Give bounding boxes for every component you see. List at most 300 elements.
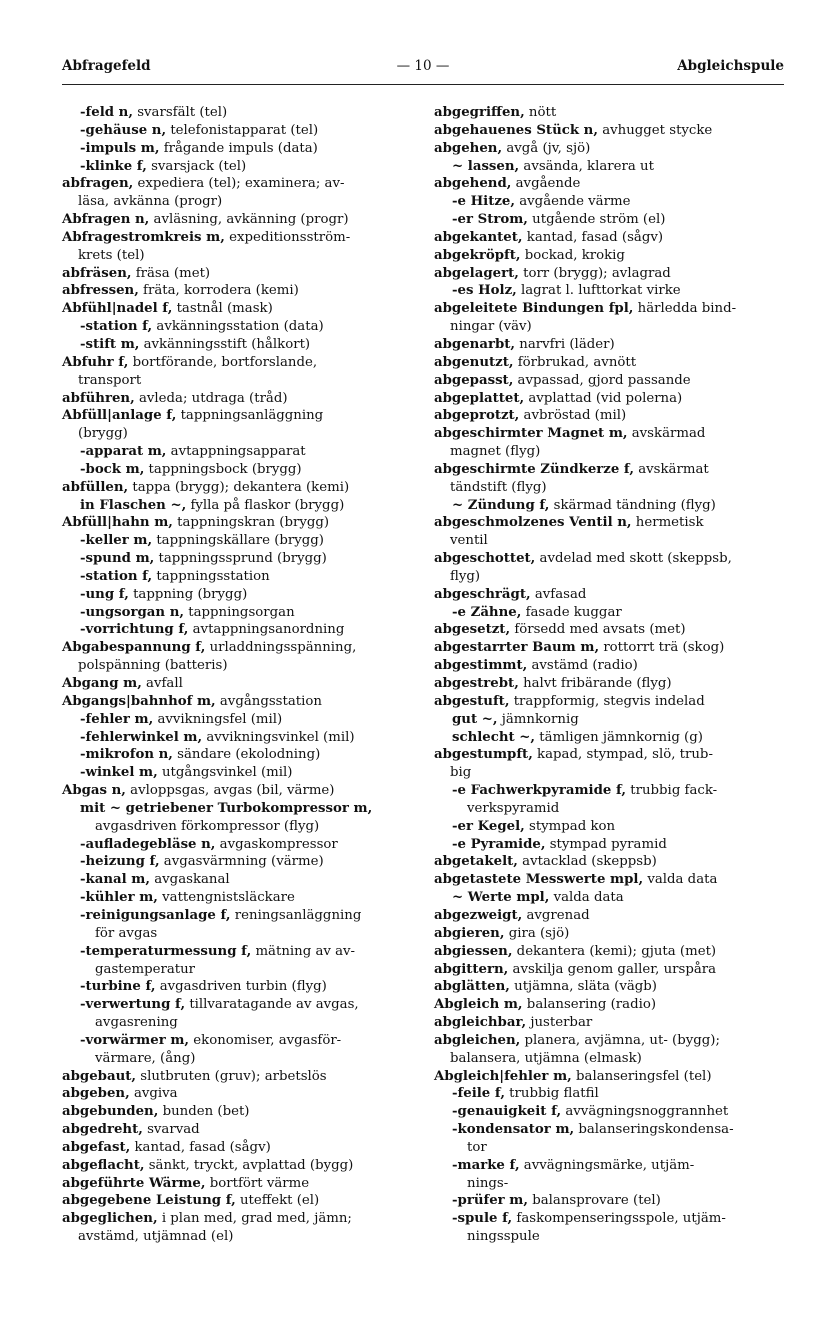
dictionary-entry [434,675,786,693]
dictionary-entry [62,746,414,764]
entry-definition: kantad, fasad (sågv) [130,1139,271,1155]
entry-definition: vattengnistsläckare [157,890,295,906]
dictionary-entry [62,639,414,675]
entry-definition: (brygg) [78,426,128,442]
entry-definition: avgångsstation [215,693,322,709]
dictionary-entry [62,354,414,390]
entry-headword: abgleichbar, [434,1015,527,1031]
dictionary-entry [62,443,414,461]
entry-definition: stympad kon [524,818,616,834]
entry-definition: valda data [643,872,718,888]
entry-headword: -genauigkeit f, [452,1104,562,1120]
entry-headword: abgebunden, [62,1104,159,1120]
dictionary-entry [434,336,786,354]
entry-headword: gut ~, [452,711,498,727]
entry-headword: Abfüll|anlage f, [62,408,177,424]
entry-definition: magnet (flyg) [450,444,541,460]
entry-headword: abgeschrägt, [434,586,531,602]
entry-definition: tappa (brygg); dekantera (kemi) [128,479,350,495]
entry-definition: nings- [467,1175,509,1191]
entry-definition: avgaskanal [150,872,230,888]
entry-definition: svarsjack (tel) [146,158,247,174]
dictionary-entry [434,193,786,211]
entry-headword: Abgleich m, [434,997,523,1013]
entry-headword: Abfragestromkreis m, [62,229,225,245]
entry-definition: fräta, korrodera (kemi) [138,283,299,299]
entry-headword: abgebaut, [62,1068,137,1084]
dictionary-entry [434,871,786,889]
entry-headword: abgehend, [434,176,512,192]
entry-definition: avhugget stycke [597,122,713,138]
entry-definition: avkänningsstift (hålkort) [139,336,311,352]
entry-headword: abgieren, [434,925,505,941]
entry-headword: abgeschmolzenes Ventil n, [434,515,632,531]
dictionary-entry [62,978,414,996]
dictionary-entry [434,889,786,907]
entry-headword: abgezweigt, [434,907,523,923]
entry-headword: abfressen, [62,283,139,299]
dictionary-entry [62,318,414,336]
entry-headword: ~ lassen, [452,158,520,174]
dictionary-entry [434,211,786,229]
dictionary-entry [62,1068,414,1086]
dictionary-entry [434,1103,786,1121]
entry-definition: tändstift (flyg) [450,479,547,495]
dictionary-entry [434,639,786,657]
dictionary-entry [434,1192,786,1210]
dictionary-entry [434,229,786,247]
entry-definition: avdelad med skott (skeppsb, [535,551,732,567]
entry-headword: abgeführte Wärme, [62,1175,206,1191]
entry-headword: abgehauenes Stück n, [434,122,598,138]
entry-headword: -kanal m, [80,872,151,888]
entry-definition: avfasad [530,586,587,602]
entry-headword: abgestuft, [434,693,510,709]
entry-headword: -feile f, [452,1086,505,1102]
dictionary-entry [434,1032,786,1068]
entry-definition: avvägningsmärke, utjäm- [519,1157,695,1173]
entry-definition: avvikningsvinkel (mil) [202,729,355,745]
entry-headword: -ungsorgan n, [80,604,185,620]
entry-headword: Abgang m, [62,676,142,691]
dictionary-entry [62,889,414,907]
dictionary-entry [434,1157,786,1193]
dictionary-entry [434,1210,786,1246]
dictionary-entry [62,497,414,515]
dictionary-entry [62,122,414,140]
dictionary-entry [434,996,786,1014]
entry-definition: ningsspule [467,1229,540,1245]
entry-definition: urladdningsspänning, [205,640,357,656]
entry-headword: abgestimmt, [434,658,528,674]
entry-definition: valda data [549,890,624,906]
dictionary-entry [62,1157,414,1175]
entry-definition: krets (tel) [78,247,145,263]
entry-definition: reningsanläggning [230,907,362,923]
dictionary-entry [62,729,414,747]
dictionary-entry [62,1192,414,1210]
entry-headword: abgetastete Messwerte mpl, [434,872,644,888]
entry-headword: abgeglichen, [62,1211,158,1227]
dictionary-entry [62,693,414,711]
dictionary-entry [434,1121,786,1157]
dictionary-entry [434,729,786,747]
dictionary-entry [62,461,414,479]
entry-headword: abgedreht, [62,1122,143,1138]
entry-definition: frågande impuls (data) [159,140,318,156]
header-left-guideword: Abfragefeld [62,58,151,74]
entry-headword: -verwertung f, [80,997,186,1013]
dictionary-entry [434,657,786,675]
dictionary-entry [62,1210,414,1246]
entry-headword: -impuls m, [80,140,160,156]
entry-definition: avpassad, gjord passande [513,372,691,388]
entry-definition: avtacklad (skeppsb) [517,854,657,870]
entry-definition: avtappningsapparat [166,444,306,460]
entry-definition: sändare (ekolodning) [172,747,321,763]
dictionary-entry [62,479,414,497]
entry-definition: balansprovare (tel) [528,1193,661,1209]
entry-headword: Abfühl|nadel f, [62,301,173,317]
dictionary-entry [62,1139,414,1157]
entry-headword: abgeben, [62,1086,130,1102]
left-column [62,104,414,1246]
entry-definition: tappningskran (brygg) [172,515,330,531]
entry-definition: jämnkornig [497,711,579,727]
entry-headword: Abgangs|bahnhof m, [62,693,216,709]
entry-definition: halvt fribärande (flyg) [518,676,672,691]
entry-headword: -spund m, [80,551,155,567]
entry-definition: trubbig fack- [626,783,718,799]
entry-headword: -apparat m, [80,444,167,460]
entry-headword: Abgas n, [62,783,126,799]
entry-headword: in Flaschen ~, [80,497,187,513]
entry-headword: Abgleich|fehler m, [434,1068,572,1084]
entry-headword: abgegriffen, [434,105,525,120]
dictionary-entry [434,461,786,497]
dictionary-entry [434,925,786,943]
entry-definition: big [450,765,472,781]
entry-definition: hermetisk [631,515,704,531]
entry-definition: balanseringskondensa- [574,1122,734,1138]
entry-headword: -e Hitze, [452,194,516,210]
entry-definition: avfall [141,676,183,691]
dictionary-entry [434,1068,786,1086]
entry-headword: -bock m, [80,461,145,477]
entry-definition: rottorrt trä (skog) [599,640,725,656]
entry-headword: -winkel m, [80,765,158,781]
entry-headword: abgeprotzt, [434,408,520,424]
dictionary-entry [434,818,786,836]
entry-definition: tappningskällare (brygg) [152,533,324,549]
entry-definition: gira (sjö) [504,925,570,941]
entry-definition: transport [78,372,142,388]
entry-definition: tappningssprund (brygg) [154,551,327,567]
entry-headword: abgelagert, [434,265,519,281]
entry-headword: abgegebene Leistung f, [62,1193,236,1209]
dictionary-entry [62,407,414,443]
entry-headword: Abgabespannung f, [62,640,206,656]
dictionary-entry [62,675,414,693]
right-column [434,104,786,1246]
entry-definition: avgrenad [522,907,590,923]
entry-definition: avgasrening [95,1015,178,1031]
dictionary-entry [434,158,786,176]
dictionary-entry [62,1103,414,1121]
entry-definition: avgasdriven turbin (flyg) [155,979,327,995]
dictionary-entry [62,229,414,265]
dictionary-entry [434,621,786,639]
entry-definition: avloppsgas, avgas (bil, värme) [125,783,335,799]
entry-headword: -aufladegebläse n, [80,836,216,852]
entry-definition: avskärmat [634,461,709,477]
dictionary-entry [434,550,786,586]
dictionary-entry [62,604,414,622]
entry-headword: -kondensator m, [452,1122,575,1138]
entry-headword: abgetakelt, [434,854,518,870]
entry-definition: fylla på flaskor (brygg) [186,497,345,513]
page-number: — 10 — [396,58,450,74]
entry-headword: abführen, [62,390,135,406]
dictionary-entry [62,711,414,729]
dictionary-entry [62,514,414,532]
dictionary-entry [434,586,786,604]
entry-definition: avplattad (vid polerna) [524,390,683,406]
entry-headword: abgeschirmter Magnet m, [434,426,628,442]
entry-definition: expeditionsström- [224,229,351,245]
entry-definition: för avgas [95,925,158,941]
dictionary-entry [434,425,786,461]
entry-headword: abgiessen, [434,943,513,959]
entry-definition: avgå (jv, sjö) [502,140,591,156]
entry-definition: polspänning (batteris) [78,658,228,674]
entry-definition: nött [524,105,557,120]
dictionary-entry [62,764,414,782]
dictionary-entry [62,621,414,639]
entry-definition: värmare, (ång) [95,1050,196,1066]
entry-definition: bunden (bet) [158,1104,250,1120]
entry-definition: avvägningsnoggrannhet [561,1104,729,1120]
entry-headword: Abfuhr f, [62,354,129,370]
dictionary-entry [434,497,786,515]
dictionary-entry [62,782,414,800]
entry-definition: avgaskompressor [215,836,338,852]
dictionary-entry [62,871,414,889]
entry-definition: fasade kuggar [521,604,622,620]
entry-definition: avkänningsstation (data) [152,319,324,335]
entry-definition: ventil [450,533,488,549]
entry-definition: tastnål (mask) [172,301,273,317]
entry-definition: lagrat l. lufttorkat virke [516,283,681,299]
dictionary-entry [62,265,414,283]
dictionary-entry [434,300,786,336]
entry-definition: förbrukad, avnött [513,354,637,370]
entry-definition: försedd med avsats (met) [510,622,686,638]
dictionary-entry [62,586,414,604]
entry-headword: abfräsen, [62,265,132,281]
dictionary-entry [62,568,414,586]
entry-headword: -reinigungsanlage f, [80,907,231,923]
entry-headword: abgefast, [62,1139,131,1155]
entry-headword: -e Zähne, [452,604,522,620]
entry-definition: slutbruten (gruv); arbetslös [136,1068,327,1084]
entry-headword: abgehen, [434,140,503,156]
dictionary-entry [62,907,414,943]
entry-definition: avgående [511,176,581,192]
entry-definition: gastemperatur [95,961,196,977]
entry-definition: härledda bind- [633,301,737,317]
header-right-guideword: Abgleichspule [677,58,784,74]
entry-definition: trubbig flatfil [504,1086,599,1102]
entry-definition: bockad, krokig [520,247,625,263]
dictionary-entry [434,961,786,979]
dictionary-entry [434,978,786,996]
entry-headword: mit ~ getriebener Turbokompressor m, [80,800,373,816]
entry-definition: avbröstad (mil) [519,408,627,424]
dictionary-entry [62,1175,414,1193]
entry-headword: abgeplattet, [434,390,525,406]
dictionary-entry [434,604,786,622]
entry-definition: avsända, klarera ut [519,158,654,174]
entry-definition: verkspyramid [467,800,560,816]
entry-headword: -ung f, [80,586,129,602]
entry-headword: -e Pyramide, [452,836,546,852]
entry-headword: -er Strom, [452,212,528,228]
entry-definition: ekonomiser, avgasför- [189,1032,342,1048]
entry-headword: abfüllen, [62,479,129,495]
entry-headword: abgeschirmte Zündkerze f, [434,461,634,477]
dictionary-entry [62,390,414,408]
entry-definition: mätning av av- [251,943,356,959]
entry-definition: torr (brygg); avlagrad [518,265,671,281]
dictionary-entry [62,140,414,158]
entry-definition: uteffekt (el) [235,1193,320,1209]
entry-headword: abgestrebt, [434,676,519,691]
entry-headword: -heizung f, [80,854,160,870]
dictionary-entry [62,336,414,354]
dictionary-entry [434,372,786,390]
entry-headword: -keller m, [80,533,153,549]
entry-definition: justerbar [526,1015,593,1031]
entry-definition: stympad pyramid [545,836,667,852]
entry-headword: -er Kegel, [452,818,525,834]
entry-definition: avvikningsfel (mil) [153,711,283,727]
entry-definition: dekantera (kemi); gjuta (met) [512,943,717,959]
entry-headword: Abfüll|hahn m, [62,515,173,531]
entry-definition: tämligen jämnkornig (g) [535,729,703,745]
entry-headword: ~ Werte mpl, [452,890,550,906]
entry-definition: tappning (brygg) [128,586,248,602]
dictionary-entry [434,354,786,372]
dictionary-entry [62,158,414,176]
dictionary-entry [62,836,414,854]
entry-definition: avgasdriven förkompressor (flyg) [95,818,320,834]
entry-headword: -station f, [80,319,153,335]
entry-definition: avtappningsanordning [188,622,345,638]
dictionary-entry [62,996,414,1032]
entry-definition: avstämd (radio) [527,658,638,674]
dictionary-entry [62,211,414,229]
entry-headword: ~ Zündung f, [452,497,550,513]
dictionary-entry [62,550,414,568]
dictionary-entry [62,1085,414,1103]
header-rule [62,84,784,85]
dictionary-entry [434,1085,786,1103]
dictionary-entry [434,943,786,961]
entry-headword: -es Holz, [452,283,517,299]
dictionary-entry [434,746,786,782]
entry-definition: balanseringsfel (tel) [571,1068,712,1084]
entry-headword: -vorwärmer m, [80,1032,190,1048]
dictionary-entry [434,711,786,729]
entry-headword: -prüfer m, [452,1193,529,1209]
entry-definition: tappningsorgan [184,604,295,620]
dictionary-entry [434,407,786,425]
entry-headword: -e Fachwerkpyramide f, [452,783,627,799]
dictionary-entry [434,853,786,871]
entry-definition: tappningsstation [152,568,270,584]
entry-headword: abgittern, [434,961,509,977]
entry-headword: Abfragen n, [62,212,150,228]
entry-definition: utjämna, släta (vägb) [509,979,657,995]
dictionary-entry [62,282,414,300]
dictionary-entry [434,282,786,300]
entry-headword: -mikrofon n, [80,747,173,763]
dictionary-entry [434,140,786,158]
entry-definition: expediera (tel); examinera; av- [133,176,345,192]
entry-definition: tor [467,1139,487,1155]
entry-definition: utgående ström (el) [527,212,666,228]
dictionary-entry [434,514,786,550]
entry-definition: i plan med, grad med, jämn; [157,1211,352,1227]
entry-definition: tappningsbock (brygg) [144,461,302,477]
entry-headword: abgekröpft, [434,247,521,263]
entry-definition: faskompenseringsspole, utjäm- [512,1211,726,1227]
dictionary-entry [434,265,786,283]
dictionary-entry [434,390,786,408]
entry-headword: abgeflacht, [62,1157,145,1173]
dictionary-entry [434,175,786,193]
entry-headword: abgesetzt, [434,622,511,638]
dictionary-entry [434,782,786,818]
dictionary-entry [62,300,414,318]
entry-headword: abgestumpft, [434,747,533,763]
entry-headword: -marke f, [452,1157,520,1173]
entry-definition: flyg) [450,568,481,584]
entry-definition: avläsning, avkänning (progr) [149,212,349,228]
entry-definition: narvfri (läder) [515,336,615,352]
dictionary-entry [62,1121,414,1139]
entry-definition: utgångsvinkel (mil) [157,765,293,781]
entry-definition: bortförande, bortforslande, [128,354,318,370]
entry-definition: läsa, avkänna (progr) [78,194,223,210]
dictionary-entry [62,853,414,871]
entry-headword: -stift m, [80,336,140,352]
entry-definition: tillvaratagande av avgas, [185,997,359,1013]
entry-definition: avskärmad [627,426,706,442]
entry-headword: -spule f, [452,1211,513,1227]
entry-headword: abgleichen, [434,1032,521,1048]
entry-definition: sänkt, tryckt, avplattad (bygg) [144,1157,354,1173]
entry-headword: -vorrichtung f, [80,622,189,638]
entry-definition: planera, avjämna, ut- (bygg); [520,1032,720,1048]
entry-headword: abfragen, [62,176,134,192]
dictionary-entry [434,907,786,925]
entry-definition: avstämd, utjämnad (el) [78,1229,234,1245]
entry-definition: avgasvärmning (värme) [159,854,324,870]
dictionary-entry [62,175,414,211]
entry-definition: balansering (radio) [522,997,657,1013]
